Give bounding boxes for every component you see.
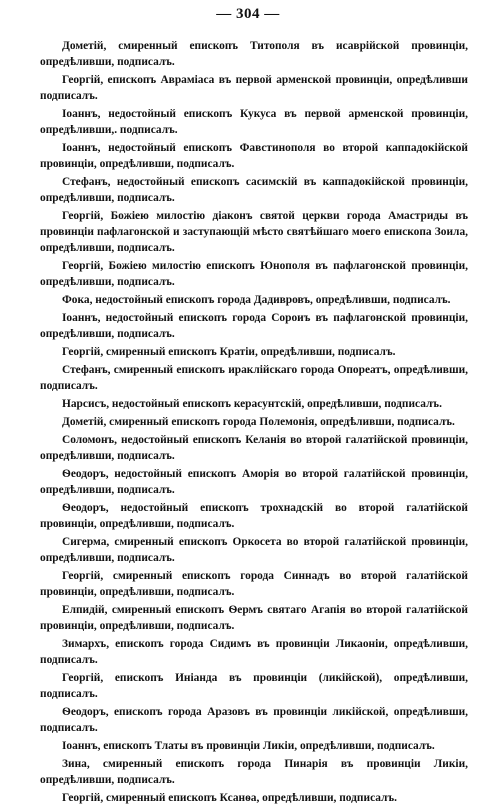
paragraph: Іоаннъ, недостойный епископъ Фавстинополя во второй каппадокійской провинціи, опредѣливши, подписалъ. [40,142,468,170]
paragraph: Георгій, смиренный епископъ Ксанѳа, опредѣливши, подписалъ. [62,792,397,804]
paragraph: Стефанъ, смиренный епископъ ираклійскаго города Опореатъ, опредѣливши, подписалъ. [40,364,468,392]
paragraph: Іоаннъ, епископъ Тлаты въ провинціи Ликіи, опредѣливши, подписалъ. [62,740,435,752]
paragraph: Ѳеодоръ, недостойный епископъ Аморія во второй галатійской провинціи, опредѣливши, подписалъ. [40,468,468,496]
paragraph: Георгій, Божіею милостію діаконъ святой церкви города Амастриды въ провинціи пафлагонской и заступающій мѣсто святѣйшаго моего епископа Зоила, опредѣливши, подписалъ. [40,210,468,254]
paragraph: Іоаннъ, недостойный епископъ города Сороиъ въ пафлагонской провинціи, опредѣливши, подписалъ. [40,312,468,340]
paragraph: Елпидій, смиренный епископъ Ѳермъ святаго Агапія во второй галатійской провинціи, опредѣливши, подписалъ. [40,604,468,632]
paragraph: Соломонъ, недостойный епископъ Келанія во второй галатійской провинціи, опредѣливши, подписалъ. [40,434,468,462]
paragraph: Сигерма, смиренный епископъ Оркосета во второй галатійской провинціи, опредѣливши, подписалъ. [40,536,468,564]
paragraph: Георгій, смиренный епископъ Кратіи, опредѣливши, подписалъ. [62,346,396,358]
body-text [40,38,468,808]
paragraph: Іоаннъ, недостойный епископъ Кукуса въ первой арменской провинціи, опредѣливши,. подписалъ. [40,108,468,136]
paragraph: Ѳеодоръ, епископъ города Аразовъ въ провинціи ликійской, опредѣливши, подписалъ. [40,706,468,734]
paragraph: Стефанъ, недостойный епископъ сасимскій въ каппадокійской провинціи, опредѣливши, подписалъ. [40,176,468,204]
paragraph: Георгій, епископъ Иніанда въ провинціи (ликійской), опредѣливши, подписалъ. [40,672,468,700]
paragraph: Георгій, смиренный епископъ города Синнадъ во второй галатійской провинціи, опредѣливши, подписалъ. [40,570,468,598]
paragraph: Дометій, смиренный епископъ Титополя въ исаврійской провинціи, опредѣливши, подписалъ. [40,40,468,68]
paragraph: Зимархъ, епископъ города Сидимъ въ провинціи Ликаоніи, опредѣливши, подписалъ. [40,638,468,666]
paragraph: Георгій, епископъ Авраміаса въ первой арменской провинціи, опредѣливши подписалъ. [40,74,468,102]
paragraph: Ѳеодоръ, недостойный епископъ трохнадскій во второй галатійской провинціи, опредѣливши, подписалъ. [40,502,468,530]
paragraph: Нарсисъ, недостойный епископъ керасунтскій, опредѣливши, подписалъ. [62,398,442,410]
page-number: — 304 — [216,6,280,22]
paragraph: Дометій, смиренный епископъ города Полемонія, опредѣливши, подписалъ. [62,416,455,428]
paragraph: Георгій, Божіею милостію епископъ Юнополя въ пафлагонской провинціи, опредѣливши, подписалъ. [40,260,468,288]
paragraph: Фока, недостойный епископъ города Дадивровъ, опредѣливши, подписалъ. [62,294,451,306]
paragraph: Зина, смиренный епископъ города Пинарія въ провинціи Ликіи, опредѣливши, подписалъ. [40,758,468,786]
